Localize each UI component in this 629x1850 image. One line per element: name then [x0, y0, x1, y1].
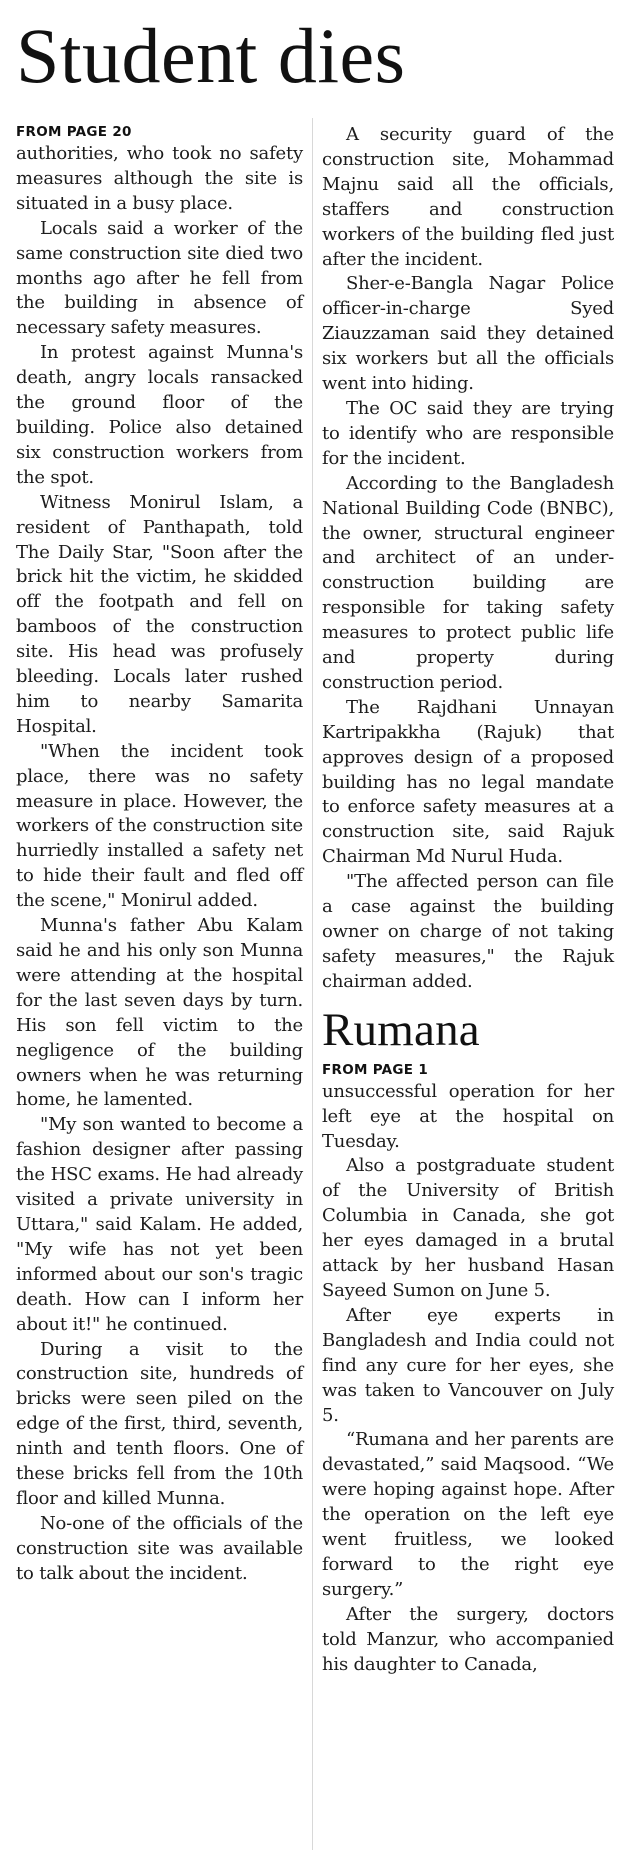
article-paragraph: Locals said a worker of the same construction site died two months ago after he fell from the building in absence of necessary safety measures. [16, 217, 303, 339]
article-paragraph: authorities, who took no safety measures although the site is situated in a busy place. [16, 143, 303, 214]
article-paragraph: After the surgery, doctors told Manzur, who accompanied his daughter to Canada, [322, 1603, 614, 1675]
article-paragraph: During a visit to the construction site, hundreds of bricks were seen piled on the edge of the first, third, seventh, ninth and tenth floors. One of these bricks fell from the 10th floor and killed Munna. [16, 1338, 303, 1509]
article-paragraph: Sher-e-Bangla Nagar Police officer-in-charge Syed Ziauzzaman said they detained six workers but all the officials went into hiding. [322, 273, 614, 395]
article-paragraph: "My son wanted to become a fashion designer after passing the HSC exams. He had already visited a private university in Uttara," said Kalam. He added, "My wife has not yet been informed about our son's tragic death. How can I inform her about it!" he continued. [16, 1114, 303, 1335]
headline-student-dies: Student dies [16, 12, 406, 99]
article-paragraph: Munna's father Abu Kalam said he and his only son Munna were attending at the hospital for the last seven days by turn. His son fell victim to the negligence of the building owners when he was returning home, he lamented. [16, 915, 303, 1111]
article-paragraph: According to the Bangladesh National Building Code (BNBC), the owner, structural engineer and architect of an under-construction building are responsible for taking safety measures to protect public life and property during construction period. [322, 472, 614, 693]
article-paragraph: Witness Monirul Islam, a resident of Panthapath, told The Daily Star, "Soon after the brick hit the victim, he skidded off the footpath and fell on bamboos of the construction site. His head was profusely bleeding. Locals later rushed him to nearby Samarita Hospital. [16, 491, 303, 737]
article-paragraph: The Rajdhani Unnayan Kartripakkha (Rajuk) that approves design of a proposed building has no legal mandate to enforce safety measures at a construction site, said Rajuk Chairman Md Nurul Huda. [322, 696, 614, 868]
article-paragraph: “Rumana and her parents are devastated,” said Maqsood. “We were hoping against hope. After the operation on the left eye went fruitless, we looked forward to the right eye surgery.” [322, 1429, 614, 1600]
left-column [16, 123, 303, 1850]
article-paragraph: The OC said they are trying to identify who are responsible for the incident. [322, 397, 614, 469]
article-paragraph: A security guard of the construction site, Mohammad Majnu said all the officials, staffers and construction workers of the building fled just after the incident. [322, 124, 614, 270]
article-paragraph: After eye experts in Bangladesh and India could not find any cure for her eyes, she was taken to Vancouver on July 5. [322, 1304, 614, 1426]
jump-line-from-page-20: FROM PAGE 20 [16, 124, 132, 140]
column-divider [312, 118, 313, 1850]
article-paragraph: unsuccessful operation for her left eye at the hospital on Tuesday. [322, 1080, 614, 1152]
article-paragraph: No-one of the officials of the construction site was available to talk about the incident. [16, 1512, 303, 1584]
article-paragraph: "The affected person can file a case against the building owner on charge of not taking safety measures," the Rajuk chairman added. [322, 871, 614, 992]
article-paragraph: In protest against Munna's death, angry locals ransacked the ground floor of the building. Police also detained six construction workers from the spot. [16, 342, 303, 488]
jump-line-from-page-1: FROM PAGE 1 [322, 1061, 429, 1078]
article-paragraph: "When the incident took place, there was no safety measure in place. However, the workers of the construction site hurriedly installed a safety net to hide their fault and fled off the scene," Monirul added. [16, 740, 303, 912]
headline-rumana: Rumana [322, 1003, 480, 1056]
article-paragraph: Also a postgraduate student of the University of British Columbia in Canada, she got her eyes damaged in a brutal attack by her husband Hasan Sayeed Sumon on June 5. [322, 1155, 614, 1301]
right-column [322, 123, 614, 1850]
